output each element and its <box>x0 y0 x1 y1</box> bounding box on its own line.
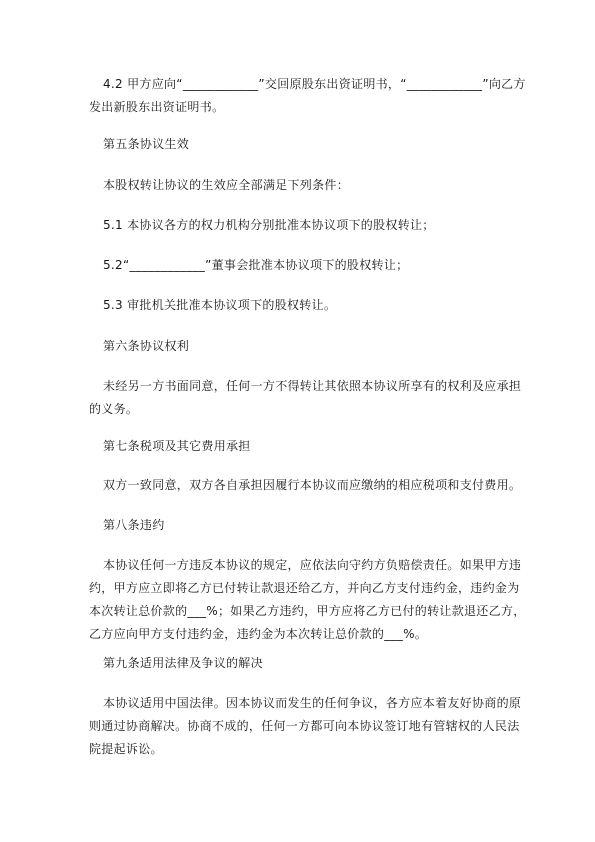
paragraph-rights: 未经另一方书面同意，任何一方不得转让其依照本协议所享有的权利及应承担的义务。 <box>89 379 522 416</box>
heading-article-7: 第七条税项及其它费用承担 <box>103 439 251 453</box>
heading-article-5: 第五条协议生效 <box>103 137 190 151</box>
paragraph-governing-law: 本协议适用中国法律。因本协议而发生的任何争议，各方应本着友好协商的原则通过协商解决。协商不成的，任何一方都可向本协议签订地有管辖权的人民法院提起诉讼。 <box>89 696 522 756</box>
paragraph-conditions-intro: 本股权转让协议的生效应全部满足下列条件： <box>103 178 350 192</box>
paragraph-4-2: 4.2 甲方应向“____________”交回原股东出资证明书，“____________”向乙方发出新股东出资证明书。 <box>89 77 526 114</box>
paragraph-5-1: 5.1 本协议各方的权力机构分别批准本协议项下的股权转让； <box>103 218 435 232</box>
paragraph-5-3: 5.3 审批机关批准本协议项下的股权转让。 <box>103 298 337 312</box>
heading-article-8: 第八条违约 <box>103 518 165 532</box>
paragraph-breach: 本协议任何一方违反本协议的规定，应依法向守约方负赔偿责任。如果甲方违约，甲方应立即将乙方已付转让款退还给乙方，并向乙方支付违约金，违约金为本次转让总价款的___%；如果乙方违约，甲方应将乙方已付的转让款退还乙方，乙方应向甲方支付违约金，违约金为本次转让总价款的___%。 <box>89 558 526 641</box>
heading-article-9: 第九条适用法律及争议的解决 <box>103 656 263 670</box>
paragraph-5-2: 5.2“____________”董事会批准本协议项下的股权转让； <box>103 258 409 272</box>
paragraph-taxes: 双方一致同意，双方各自承担因履行本协议而应缴纳的相应税项和支付费用。 <box>103 478 522 492</box>
heading-article-6: 第六条协议权利 <box>103 339 190 353</box>
